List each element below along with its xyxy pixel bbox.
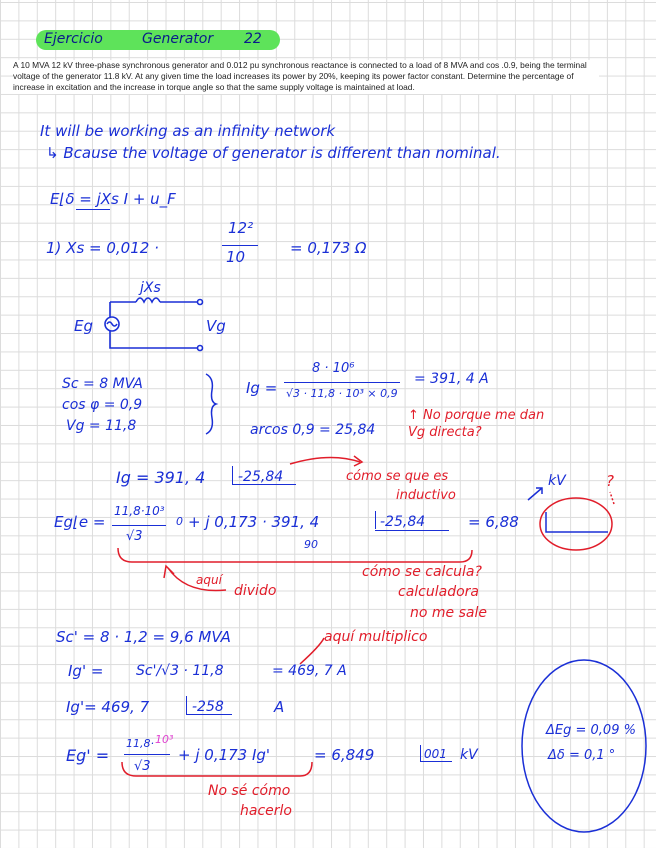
angle-underline xyxy=(76,209,110,210)
kv-annotation: kV xyxy=(548,473,566,489)
eg2-numerator-exponent: 10³ xyxy=(155,733,174,746)
note-line-1: It will be working as an infinity network xyxy=(40,122,336,140)
eg-note-3: no me sale xyxy=(410,605,487,621)
eg-angle-90: 90 xyxy=(304,538,318,551)
given-vg: Vg = 11,8 xyxy=(66,418,137,434)
ig-polar-angle-underline xyxy=(232,484,296,485)
eg-note-divido: divido xyxy=(234,583,277,599)
ig-note-red: ↑ No porque me dan Vg directa? xyxy=(408,408,545,440)
eg2-denominator: √3 xyxy=(134,759,151,774)
eg2-numerator: 11,8· xyxy=(126,737,154,750)
ig2-polar-value: Ig'= 469, 7 xyxy=(66,698,150,716)
eg-term: + j 0,173 · 391, 4 xyxy=(188,513,320,531)
eg2-angle-bar xyxy=(420,745,421,761)
ig2-lhs: Ig' = xyxy=(68,662,104,680)
circuit-eg-label: Eg xyxy=(74,317,93,335)
answer-torque-angle: Δδ = 0,1 ° xyxy=(548,748,616,763)
answer-excitation: ΔEg = 0,09 % xyxy=(546,723,636,738)
ig-label: Ig = xyxy=(246,379,278,397)
question-mark: ? xyxy=(606,472,614,490)
eg2-term: + j 0,173 Ig' xyxy=(178,746,271,764)
sc2-equation: Sc' = 8 · 1,2 = 9,6 MVA xyxy=(56,628,231,646)
sc2-note: aquí multiplico xyxy=(324,629,428,645)
circuit-jxs-label: jXs xyxy=(140,280,161,296)
eg-lhs: Eg⌊e = xyxy=(54,513,106,531)
eg2-angle-underline xyxy=(420,761,452,762)
xs-denominator: 10 xyxy=(226,248,246,266)
title-word-ejercicio: Ejercicio xyxy=(44,31,103,47)
eg-note-1: cómo se calcula? xyxy=(362,564,482,580)
eg-denominator: √3 xyxy=(126,529,143,544)
ig-polar-angle-bar xyxy=(232,466,233,484)
eg-angle-underline xyxy=(375,530,449,531)
xs-numerator: 12² xyxy=(228,219,254,237)
ig-denominator: √3 · 11,8 · 10³ × 0,9 xyxy=(286,387,398,400)
eg-result: = 6,88 xyxy=(468,513,519,531)
eg-note-aqui: aquí xyxy=(196,573,222,587)
ig2-result: = 469, 7 A xyxy=(272,663,347,679)
ig-fraction-bar xyxy=(284,382,400,383)
problem-statement: A 10 MVA 12 kV three-phase synchronous generator and 0.012 pu synchronous reactance is connected to a load of 8 MVA and cos .0.9, being the terminal voltage of the generator 11.8 kV. At any given time the load increases its power by 20%, keeping its power factor constant. Determine the percentage of increase in excitation and the increase in torque angle so that the same supply voltage is maintained at load. xyxy=(13,60,599,94)
eg-note-2: calculadora xyxy=(398,584,479,600)
title-number: 22 xyxy=(244,31,262,47)
eg-angle-zero: 0 xyxy=(176,515,183,528)
ig-polar-angle: -25,84 xyxy=(238,469,284,485)
title-word-generator: Generator xyxy=(142,31,214,47)
eg2-fraction-bar xyxy=(124,754,170,755)
eg2-angle: 001 xyxy=(424,747,447,761)
xs-label: 1) Xs = 0,012 · xyxy=(46,239,159,257)
ig-arccos: arcos 0,9 = 25,84 xyxy=(250,422,376,438)
ig2-polar-angle-bar xyxy=(186,696,187,714)
main-equation: E⌊δ = jXs I + u_F xyxy=(50,190,176,208)
eg2-note-2: hacerlo xyxy=(240,803,292,819)
eg2-result: = 6,849 xyxy=(314,746,375,764)
ig-polar-value: Ig = 391, 4 xyxy=(116,468,206,487)
eg2-lhs: Eg' = xyxy=(66,746,110,765)
eg-angle-bar xyxy=(375,511,376,529)
xs-result: = 0,173 Ω xyxy=(290,239,367,257)
given-sc: Sc = 8 MVA xyxy=(62,376,143,392)
eg-numerator: 11,8·10³ xyxy=(114,504,165,518)
ig2-polar-unit: A xyxy=(274,698,285,716)
given-cos: cos φ = 0,9 xyxy=(62,397,143,413)
eg2-note-1: No sé cómo xyxy=(208,783,291,799)
xs-fraction-bar xyxy=(222,245,258,246)
ig2-polar-angle: -258 xyxy=(192,699,224,715)
ig-polar-note-2: inductivo xyxy=(396,488,456,503)
eg-fraction-bar xyxy=(112,525,166,526)
eg-angle: -25,84 xyxy=(380,514,426,530)
ig2-polar-angle-underline xyxy=(186,714,232,715)
circuit-vg-label: Vg xyxy=(206,317,226,335)
ig-numerator: 8 · 10⁶ xyxy=(312,361,355,376)
ig-polar-note-1: cómo se que es xyxy=(346,469,449,484)
eg2-unit: kV xyxy=(460,747,478,763)
note-line-2: ↳ Bcause the voltage of generator is different than nominal. xyxy=(46,144,501,162)
ig-result: = 391, 4 A xyxy=(414,371,489,387)
ig2-fraction: Sc'/√3 · 11,8 xyxy=(136,663,224,679)
